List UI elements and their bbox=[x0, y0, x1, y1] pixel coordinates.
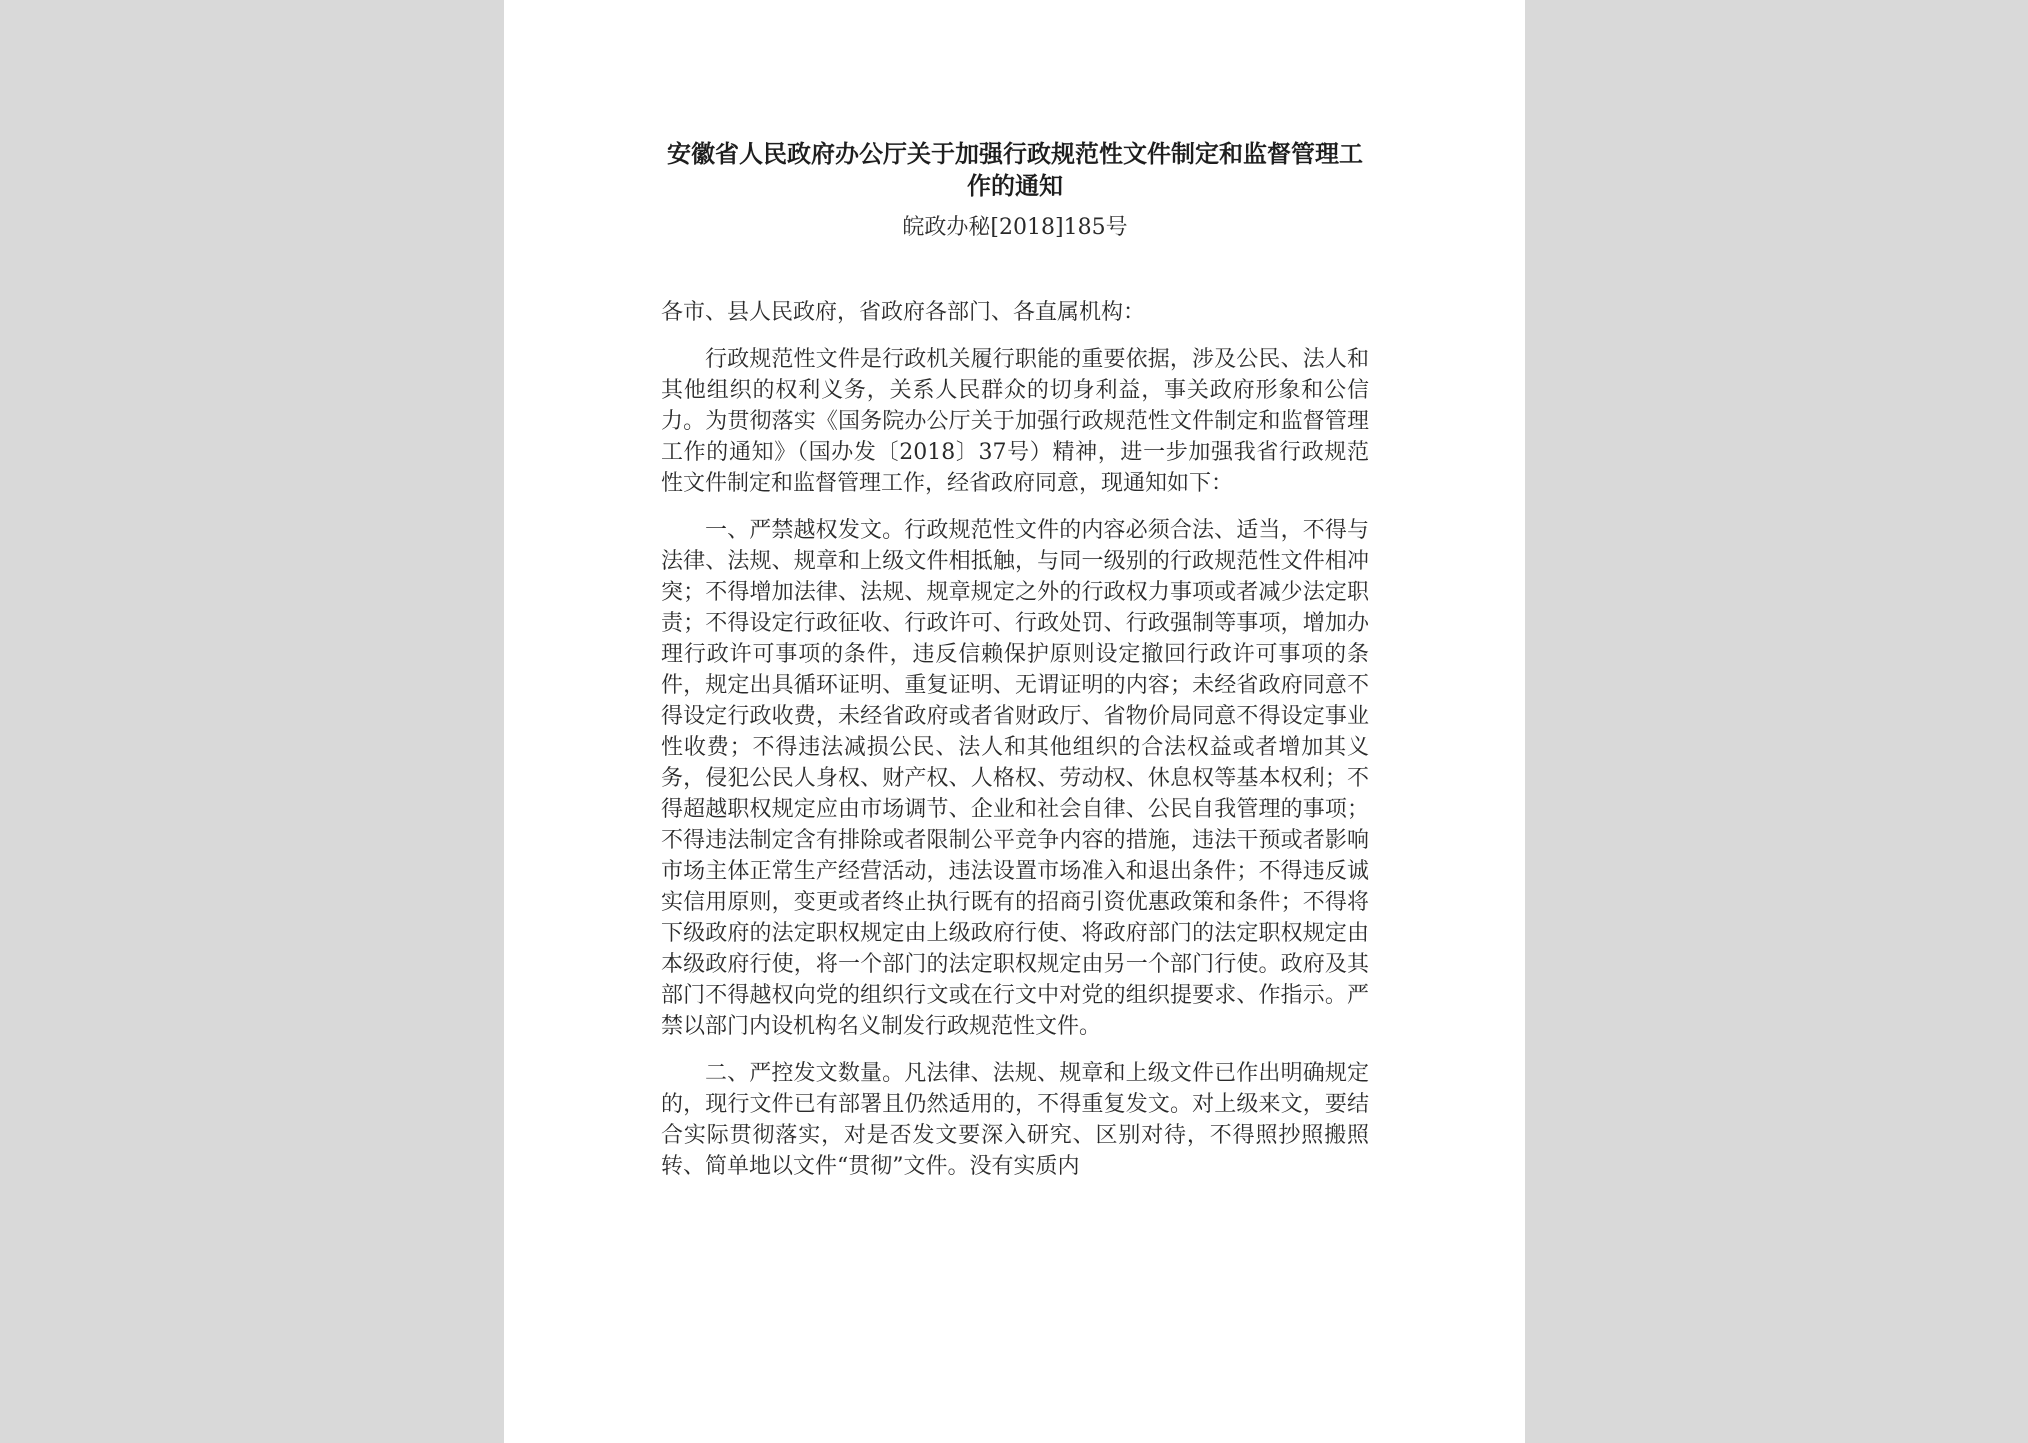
document-page bbox=[504, 0, 1525, 1443]
document-number: 皖政办秘[2018]185号 bbox=[902, 215, 1128, 240]
document-body bbox=[661, 138, 1369, 1182]
paragraph-intro: 行政规范性文件是行政机关履行职能的重要依据，涉及公民、法人和其他组织的权利义务，关系人民群众的切身利益，事关政府形象和公信力。为贯彻落实《国务院办公厅关于加强行政规范性文件制定和监督管理工作的通知》（国办发〔2018〕37号）精神，进一步加强我省行政规范性文件制定和监督管理工作，经省政府同意，现通知如下： bbox=[661, 347, 1369, 496]
document-title: 安徽省人民政府办公厅关于加强行政规范性文件制定和监督管理工作的通知 bbox=[667, 139, 1363, 200]
salutation: 各市、县人民政府，省政府各部门、各直属机构： bbox=[661, 300, 1146, 325]
paragraph-section-1: 一、严禁越权发文。行政规范性文件的内容必须合法、适当，不得与法律、法规、规章和上级文件相抵触，与同一级别的行政规范性文件相冲突；不得增加法律、法规、规章规定之外的行政权力事项或者减少法定职责；不得设定行政征收、行政许可、行政处罚、行政强制等事项，增加办理行政许可事项的条件，违反信赖保护原则设定撤回行政许可事项的条件，规定出具循环证明、重复证明、无谓证明的内容；未经省政府同意不得设定行政收费，未经省政府或者省财政厅、省物价局同意不得设定事业性收费；不得违法减损公民、法人和其他组织的合法权益或者增加其义务，侵犯公民人身权、财产权、人格权、劳动权、休息权等基本权利；不得超越职权规定应由市场调节、企业和社会自律、公民自我管理的事项；不得违法制定含有排除或者限制公平竞争内容的措施，违法干预或者影响市场主体正常生产经营活动，违法设置市场准入和退出条件；不得违反诚实信用原则，变更或者终止执行既有的招商引资优惠政策和条件；不得将下级政府的法定职权规定由上级政府行使、将政府部门的法定职权规定由本级政府行使，将一个部门的法定职权规定由另一个部门行使。政府及其部门不得越权向党的组织行文或在行文中对党的组织提要求、作指示。严禁以部门内设机构名义制发行政规范性文件。 bbox=[661, 518, 1369, 1039]
paragraph-section-2: 二、严控发文数量。凡法律、法规、规章和上级文件已作出明确规定的，现行文件已有部署且仍然适用的，不得重复发文。对上级来文，要结合实际贯彻落实，对是否发文要深入研究、区别对待，不得照抄照搬照转、简单地以文件“贯彻”文件。没有实质内 bbox=[661, 1061, 1369, 1179]
